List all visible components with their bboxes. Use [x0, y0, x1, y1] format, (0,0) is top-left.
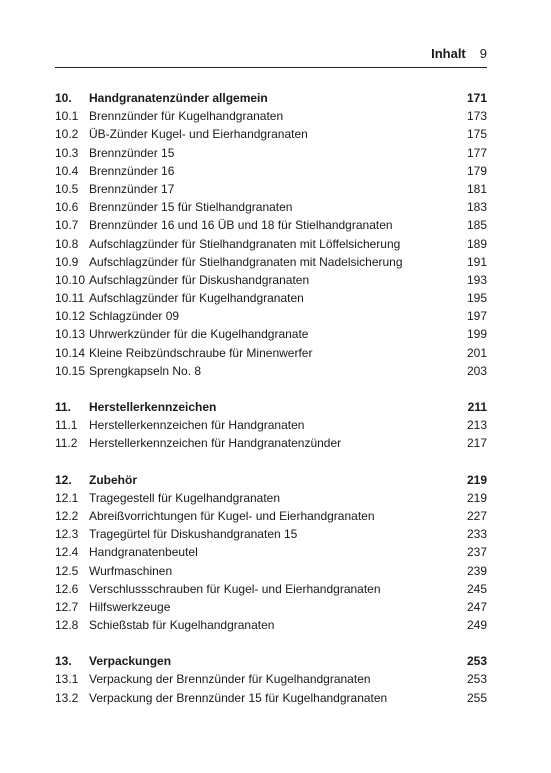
toc-chapter-heading[interactable] — [55, 471, 487, 489]
entry-title: Uhrwerkzünder für die Kugelhandgranate — [89, 327, 309, 342]
toc-chapter-heading[interactable] — [55, 652, 487, 670]
toc-entry[interactable] — [55, 180, 487, 198]
toc-entry[interactable] — [55, 325, 487, 343]
entry-number: 10.11 — [55, 291, 85, 306]
entry-page: 201 — [466, 345, 487, 360]
entry-number: 10.14 — [55, 345, 86, 360]
entry-title: Brennzünder 16 und 16 ÜB und 18 für Stielhandgranaten — [89, 218, 393, 233]
toc-entry[interactable] — [55, 616, 487, 634]
entry-title: Aufschlagzünder für Stielhandgranaten mit Löffelsicherung — [89, 236, 401, 251]
toc-entry[interactable] — [55, 125, 487, 143]
entry-title: Sprengkapseln No. 8 — [89, 363, 202, 378]
entry-number: 12.3 — [55, 527, 79, 542]
chapter-page: 253 — [466, 654, 487, 669]
entry-number: 12.4 — [55, 545, 79, 560]
toc-entry[interactable] — [55, 144, 487, 162]
entry-page: 219 — [466, 490, 487, 505]
toc-entry[interactable] — [55, 525, 487, 543]
entry-number: 10.4 — [55, 163, 79, 178]
entry-number: 10.15 — [55, 363, 86, 378]
entry-number: 10.6 — [55, 200, 79, 215]
entry-number: 10.13 — [55, 327, 86, 342]
toc-entry[interactable] — [55, 235, 487, 253]
chapter-number: 13. — [55, 654, 72, 669]
entry-page: 227 — [466, 508, 487, 523]
toc-entry[interactable] — [55, 434, 487, 452]
header-page-number: 9 — [479, 46, 487, 61]
chapter-number: 11. — [55, 400, 72, 414]
entry-number: 11.2 — [55, 436, 78, 451]
entry-title: Brennzünder 17 — [89, 181, 175, 196]
entry-title: Verschlussschrauben für Kugel- und Eierhandgranaten — [89, 581, 381, 596]
toc-entry[interactable] — [55, 253, 487, 271]
toc-entry[interactable] — [55, 543, 487, 561]
entry-page: 213 — [466, 418, 487, 433]
toc-entry[interactable] — [55, 216, 487, 234]
entry-page: 245 — [466, 581, 487, 596]
entry-title: Verpackung der Brennzünder 15 für Kugelhandgranaten — [89, 690, 388, 705]
entry-page: 193 — [466, 272, 487, 287]
toc-section — [55, 471, 487, 635]
entry-title: ÜB-Zünder Kugel- und Eierhandgranaten — [89, 127, 308, 142]
entry-title: Aufschlagzünder für Kugelhandgranaten — [89, 291, 304, 306]
entry-page: 179 — [466, 163, 487, 178]
entry-number: 10.10 — [55, 272, 86, 287]
entry-page: 173 — [466, 109, 487, 124]
toc-entry[interactable] — [55, 289, 487, 307]
entry-page: 247 — [466, 599, 487, 614]
entry-title: Herstellerkennzeichen für Handgranaten — [89, 418, 305, 433]
entry-title: Tragegürtel für Diskushandgranaten 15 — [89, 527, 298, 542]
entry-page: 181 — [466, 181, 487, 196]
entry-title: Verpackung der Brennzünder für Kugelhandgranaten — [89, 672, 371, 687]
toc-entry[interactable] — [55, 107, 487, 125]
entry-number: 13.2 — [55, 690, 79, 705]
entry-number: 10.8 — [55, 236, 79, 251]
entry-title: Handgranatenbeutel — [89, 545, 198, 560]
entry-number: 10.7 — [55, 218, 79, 233]
entry-number: 12.7 — [55, 599, 79, 614]
entry-title: Brennzünder 15 — [89, 145, 175, 160]
toc-section — [55, 89, 487, 380]
chapter-page: 171 — [466, 91, 487, 105]
table-of-contents — [55, 89, 487, 725]
entry-title: Abreißvorrichtungen für Kugel- und Eierhandgranaten — [89, 508, 375, 523]
entry-page: 197 — [466, 309, 487, 324]
toc-entry[interactable] — [55, 507, 487, 525]
entry-page: 183 — [466, 200, 487, 215]
entry-number: 11.1 — [55, 418, 78, 433]
entry-page: 195 — [466, 291, 487, 306]
toc-entry[interactable] — [55, 416, 487, 434]
toc-entry[interactable] — [55, 307, 487, 325]
entry-title: Aufschlagzünder für Stielhandgranaten mit Nadelsicherung — [89, 254, 403, 269]
entry-number: 12.8 — [55, 618, 79, 633]
entry-title: Herstellerkennzeichen für Handgranatenzünder — [89, 436, 342, 451]
chapter-title: Zubehör — [89, 472, 137, 487]
entry-title: Schießstab für Kugelhandgranaten — [89, 618, 275, 633]
entry-number: 12.5 — [55, 563, 79, 578]
entry-title: Brennzünder 15 für Stielhandgranaten — [89, 200, 293, 215]
entry-page: 191 — [466, 254, 487, 269]
entry-page: 217 — [466, 436, 487, 451]
chapter-title: Herstellerkennzeichen — [89, 400, 217, 414]
entry-page: 189 — [466, 236, 487, 251]
entry-number: 12.1 — [55, 490, 79, 505]
toc-entry[interactable] — [55, 562, 487, 580]
entry-title: Aufschlagzünder für Diskushandgranaten — [89, 272, 310, 287]
entry-page: 185 — [466, 218, 487, 233]
entry-page: 255 — [466, 690, 487, 705]
entry-number: 12.2 — [55, 508, 79, 523]
entry-title: Schlagzünder 09 — [89, 309, 180, 324]
chapter-page: 211 — [467, 400, 487, 414]
toc-chapter-heading[interactable] — [55, 89, 487, 107]
entry-page: 199 — [466, 327, 487, 342]
toc-entry[interactable] — [55, 344, 487, 362]
entry-title: Brennzünder 16 — [89, 163, 175, 178]
entry-page: 249 — [466, 618, 487, 633]
entry-page: 233 — [466, 527, 487, 542]
entry-page: 239 — [466, 563, 487, 578]
entry-number: 10.1 — [55, 109, 79, 124]
toc-section — [55, 398, 487, 453]
entry-title: Wurfmaschinen — [89, 563, 173, 578]
entry-number: 10.9 — [55, 254, 79, 269]
entry-number: 13.1 — [55, 672, 79, 687]
toc-entry[interactable] — [55, 580, 487, 598]
toc-entry[interactable] — [55, 271, 487, 289]
entry-number: 12.6 — [55, 581, 79, 596]
entry-page: 175 — [466, 127, 487, 142]
chapter-number: 12. — [55, 472, 72, 487]
entry-number: 10.3 — [55, 145, 79, 160]
toc-entry[interactable] — [55, 598, 487, 616]
chapter-page: 219 — [466, 472, 487, 487]
entry-page: 177 — [466, 145, 487, 160]
entry-number: 10.12 — [55, 309, 86, 324]
entry-title: Kleine Reibzündschraube für Minenwerfer — [89, 345, 313, 360]
entry-title: Brennzünder für Kugelhandgranaten — [89, 109, 284, 124]
entry-title: Tragegestell für Kugelhandgranaten — [89, 490, 281, 505]
chapter-number: 10. — [55, 91, 72, 105]
entry-number: 10.5 — [55, 181, 79, 196]
toc-entry[interactable] — [55, 670, 487, 688]
entry-page: 253 — [466, 672, 487, 687]
toc-section — [55, 652, 487, 707]
toc-entry[interactable] — [55, 689, 487, 707]
entry-title: Hilfswerkzeuge — [89, 599, 171, 614]
entry-number: 10.2 — [55, 127, 79, 142]
toc-entry[interactable] — [55, 489, 487, 507]
toc-chapter-heading[interactable] — [55, 398, 487, 416]
toc-entry[interactable] — [55, 198, 487, 216]
toc-entry[interactable] — [55, 362, 487, 380]
running-header — [55, 46, 487, 66]
header-title: Inhalt — [431, 46, 466, 61]
chapter-title: Handgranatenzünder allgemein — [89, 91, 268, 105]
toc-entry[interactable] — [55, 162, 487, 180]
entry-page: 237 — [466, 545, 487, 560]
header-divider — [55, 67, 487, 68]
chapter-title: Verpackungen — [89, 654, 172, 669]
entry-page: 203 — [466, 363, 487, 378]
